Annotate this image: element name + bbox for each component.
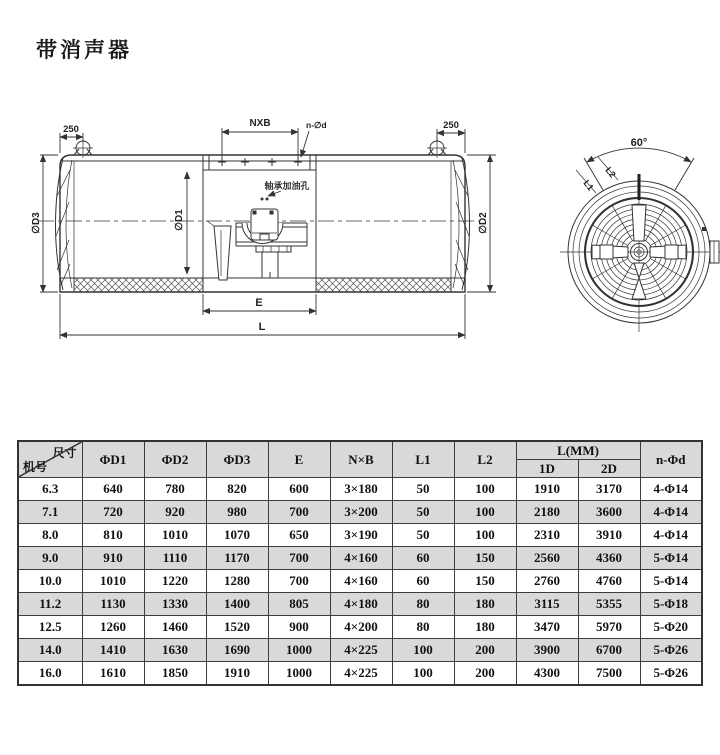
- dim-n-d: n-∅d: [306, 120, 327, 130]
- cell: 1410: [82, 639, 144, 662]
- col-header-lmm: L(MM): [516, 441, 640, 460]
- cell: 2310: [516, 524, 578, 547]
- cell: 700: [268, 501, 330, 524]
- cell: 3900: [516, 639, 578, 662]
- col-header-nxb: N×B: [330, 441, 392, 478]
- cell: 6.3: [18, 478, 82, 501]
- cell: 7500: [578, 662, 640, 686]
- table-row: [18, 570, 702, 593]
- cell: 12.5: [18, 616, 82, 639]
- cell: 16.0: [18, 662, 82, 686]
- end-view: [560, 137, 720, 332]
- dim-d1: ∅D1: [174, 209, 185, 231]
- cell: 11.2: [18, 593, 82, 616]
- cell: 150: [454, 547, 516, 570]
- cell: 1460: [144, 616, 206, 639]
- cell: 1280: [206, 570, 268, 593]
- cell: 3×200: [330, 501, 392, 524]
- cell: 1000: [268, 662, 330, 686]
- cell: 4×225: [330, 662, 392, 686]
- cell: 50: [392, 478, 454, 501]
- cell: 100: [454, 501, 516, 524]
- cell: 720: [82, 501, 144, 524]
- cell: 820: [206, 478, 268, 501]
- oil-hole-label: 轴承加油孔: [264, 181, 310, 191]
- table-row: [18, 524, 702, 547]
- cell: 5-Φ18: [640, 593, 702, 616]
- table-body: [18, 478, 702, 686]
- cell: 3910: [578, 524, 640, 547]
- cell: 1000: [268, 639, 330, 662]
- cell: 200: [454, 662, 516, 686]
- col-header-d3: ΦD3: [206, 441, 268, 478]
- cell: 60: [392, 547, 454, 570]
- cell: 640: [82, 478, 144, 501]
- silencer-hatch-right: [316, 278, 451, 292]
- cell: 600: [268, 478, 330, 501]
- cell: 1170: [206, 547, 268, 570]
- cell: 4-Φ14: [640, 501, 702, 524]
- dim-nxb: NXB: [249, 118, 271, 129]
- cell: 2180: [516, 501, 578, 524]
- cell: 1010: [144, 524, 206, 547]
- table-header: [18, 441, 702, 478]
- col-header-1d: 1D: [516, 460, 578, 478]
- cell: 4×180: [330, 593, 392, 616]
- cell: 1220: [144, 570, 206, 593]
- cell: 180: [454, 616, 516, 639]
- dim-l1: L1: [581, 178, 596, 193]
- cell: 10.0: [18, 570, 82, 593]
- corner-label-size: 尺寸: [52, 446, 77, 460]
- cell: 5-Φ14: [640, 570, 702, 593]
- inlet-cone: [56, 158, 75, 292]
- cell: 100: [392, 662, 454, 686]
- cell: 8.0: [18, 524, 82, 547]
- table-row: [18, 547, 702, 570]
- cell: 1520: [206, 616, 268, 639]
- cell: 5-Φ26: [640, 662, 702, 686]
- cell: 150: [454, 570, 516, 593]
- cell: 3×190: [330, 524, 392, 547]
- cell: 60: [392, 570, 454, 593]
- cell: 3600: [578, 501, 640, 524]
- cell: 3115: [516, 593, 578, 616]
- corner-header: [18, 441, 82, 478]
- cell: 920: [144, 501, 206, 524]
- cell: 1130: [82, 593, 144, 616]
- cell: 200: [454, 639, 516, 662]
- dim-e: E: [255, 297, 263, 309]
- dim-60deg: 60°: [630, 137, 648, 149]
- col-header-2d: 2D: [578, 460, 640, 478]
- cell: 780: [144, 478, 206, 501]
- cell: 180: [454, 593, 516, 616]
- table-row: [18, 478, 702, 501]
- cell: 1610: [82, 662, 144, 686]
- cell: 700: [268, 570, 330, 593]
- cell: 1110: [144, 547, 206, 570]
- cell: 980: [206, 501, 268, 524]
- dim-l: L: [258, 321, 266, 333]
- cell: 5-Φ14: [640, 547, 702, 570]
- cell: 3470: [516, 616, 578, 639]
- side-view: [31, 118, 496, 339]
- cell: 6700: [578, 639, 640, 662]
- cell: 1260: [82, 616, 144, 639]
- cell: 900: [268, 616, 330, 639]
- cell: 805: [268, 593, 330, 616]
- cell: 50: [392, 501, 454, 524]
- table-row: [18, 639, 702, 662]
- cell: 100: [392, 639, 454, 662]
- cell: 1690: [206, 639, 268, 662]
- col-header-l1: L1: [392, 441, 454, 478]
- cell: 5-Φ26: [640, 639, 702, 662]
- cell: 5-Φ20: [640, 616, 702, 639]
- cell: 100: [454, 478, 516, 501]
- cell: 9.0: [18, 547, 82, 570]
- cell: 4×225: [330, 639, 392, 662]
- table-row: [18, 593, 702, 616]
- cell: 2760: [516, 570, 578, 593]
- table-row: [18, 662, 702, 686]
- cell: 810: [82, 524, 144, 547]
- cell: 100: [454, 524, 516, 547]
- page-title: 带消声器: [36, 39, 132, 62]
- cell: 7.1: [18, 501, 82, 524]
- spec-table: [17, 440, 703, 686]
- cell: 1910: [516, 478, 578, 501]
- cell: 3170: [578, 478, 640, 501]
- cell: 4×200: [330, 616, 392, 639]
- col-header-d2: ΦD2: [144, 441, 206, 478]
- dim-d3: ∅D3: [31, 212, 42, 234]
- spec-table-wrap: [17, 440, 703, 686]
- cell: 4-Φ14: [640, 524, 702, 547]
- col-header-l2: L2: [454, 441, 516, 478]
- corner-label-model: 机号: [23, 460, 48, 474]
- cell: 4760: [578, 570, 640, 593]
- cell: 1010: [82, 570, 144, 593]
- silencer-hatch-left: [74, 278, 203, 292]
- cell: 4300: [516, 662, 578, 686]
- col-header-e: E: [268, 441, 330, 478]
- cell: 80: [392, 593, 454, 616]
- cell: 4×160: [330, 547, 392, 570]
- cell: 14.0: [18, 639, 82, 662]
- motor-assembly: [207, 198, 307, 281]
- cell: 5355: [578, 593, 640, 616]
- cell: 4-Φ14: [640, 478, 702, 501]
- cell: 910: [82, 547, 144, 570]
- dim-d2: ∅D2: [478, 212, 489, 234]
- cell: 1850: [144, 662, 206, 686]
- cell: 1070: [206, 524, 268, 547]
- cell: 650: [268, 524, 330, 547]
- col-header-d1: ΦD1: [82, 441, 144, 478]
- table-row: [18, 616, 702, 639]
- cell: 1910: [206, 662, 268, 686]
- cell: 50: [392, 524, 454, 547]
- cell: 1630: [144, 639, 206, 662]
- cell: 4×160: [330, 570, 392, 593]
- dim-250-left: 250: [63, 124, 79, 135]
- cell: 4360: [578, 547, 640, 570]
- dim-250-right: 250: [443, 120, 459, 131]
- cell: 80: [392, 616, 454, 639]
- cell: 1330: [144, 593, 206, 616]
- flange-bolts: [218, 158, 302, 166]
- col-header-nd: n-Φd: [640, 441, 702, 478]
- outlet-cone: [451, 158, 470, 292]
- angle-dimension: [576, 137, 694, 193]
- cell: 1400: [206, 593, 268, 616]
- dim-l2: L2: [603, 165, 618, 180]
- table-row: [18, 501, 702, 524]
- cell: 3×180: [330, 478, 392, 501]
- cell: 5970: [578, 616, 640, 639]
- cell: 2560: [516, 547, 578, 570]
- cell: 700: [268, 547, 330, 570]
